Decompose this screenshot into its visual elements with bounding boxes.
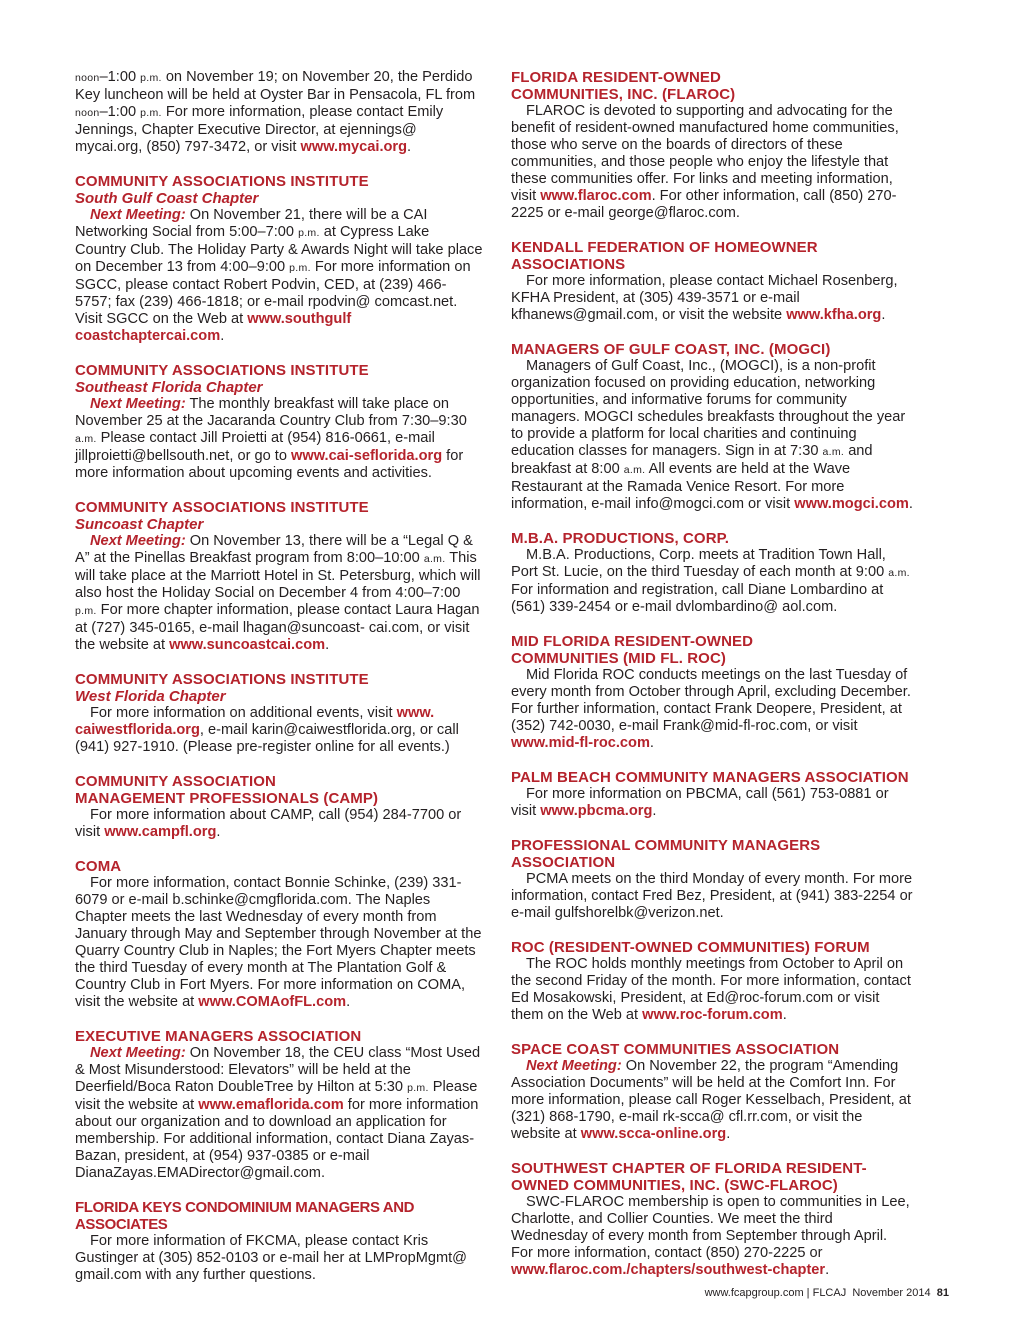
entry-heading: FLORIDA RESIDENT-OWNED xyxy=(511,69,721,86)
link-comaoffl[interactable]: www.COMAofFL.com xyxy=(198,994,347,1010)
entry-body: For more information of FKCMA, please contact Kris Gustinger at (305) 852-0103 or e-mail her at LMPropMgmt@ gmail.com with any further questions. xyxy=(75,1233,467,1283)
entry-body: Next Meeting: On November 18, the CEU class “Most Used & Most Misunderstood: Elevators” will be held at the Deerfield/Boca Raton DoubleTree by Hilton at 5:30 p.m. Please visit the website at www.emaflorida.com for more information about our organization and to download an application for membership. For additional information, contact Diana Zayas-Bazan, president, at (954) 937-0385 or e-mail DianaZayas.EMADirector@gmail.com. xyxy=(75,1045,481,1181)
entry-cai-suncoast xyxy=(75,499,483,654)
entry-body: Managers of Gulf Coast, Inc., (MOGCI), is a non-profit organization focused on providing education, networking opportunities, and informative forums for community managers. MOGCI schedules breakfasts throughout the year to provide a platform for local charities and continuing education classes for managers. Sign in at 7:30 a.m. and breakfast at 8:00 a.m. All events are held at the Wave Restaurant at the Ramada Venice Resort. For more information, e-mail info@mogci.com or visit www.mogci.com. xyxy=(511,358,913,512)
entry-heading: MANAGERS OF GULF COAST, INC. (MOGCI) xyxy=(511,341,831,358)
entry-body: Mid Florida ROC conducts meetings on the last Tuesday of every month from October through April, excluding December. For further information, contact Frank Deopere, President, at (352) 742-0030, e-mail Frank@mid-fl-roc.com, or visit www.mid-fl-roc.com. xyxy=(511,667,911,751)
entry-heading: PROFESSIONAL COMMUNITY MANAGERS ASSOCIATION xyxy=(511,837,821,871)
entry-flaroc xyxy=(511,69,913,222)
entry-swc-flaroc xyxy=(511,1160,913,1279)
entry-heading-line2: MANAGEMENT PROFESSIONALS (CAMP) xyxy=(75,790,379,807)
entry-heading: FLORIDA KEYS CONDOMINIUM MANAGERS AND ASSOCIATES xyxy=(75,1199,415,1233)
entry-heading-line2: COMMUNITIES, INC. (FLAROC) xyxy=(511,86,736,103)
page-footer: www.fcapgroup.com | FLCAJ November 2014 81 xyxy=(704,1287,949,1299)
footer-date: November 2014 xyxy=(852,1287,931,1299)
link-scca-online[interactable]: www.scca-online.org xyxy=(580,1126,727,1142)
link-mid-fl-roc[interactable]: www.mid-fl-roc.com xyxy=(511,735,650,751)
link-campfl[interactable]: www.campfl.org xyxy=(104,824,217,840)
entry-cai-southeast-florida xyxy=(75,362,483,482)
entry-heading: COMMUNITY ASSOCIATIONS INSTITUTE xyxy=(75,671,369,688)
footer-site: www.fcapgroup.com xyxy=(704,1287,804,1299)
entry-body: FLAROC is devoted to supporting and advocating for the benefit of resident-owned manufactured home communities, those who serve on the boards of directors of these communities, and those people who enjoy the lifestyle that these communities offer. For links and meeting information, visit www.flaroc.com. For other information, call (850) 270-2225 or e-mail george@flaroc.com. xyxy=(511,103,899,221)
link-swc-flaroc[interactable]: www.flaroc.com./chapters/southwest-chapter xyxy=(511,1262,826,1278)
link-southgulf[interactable]: www.southgulf coastchaptercai.com xyxy=(75,311,352,344)
entry-body: For more information on additional events, visit www. caiwestflorida.org, e-mail karin@caiwestflorida.org, or call (941) 927-1910. (Please pre-register online for all events.) xyxy=(75,705,459,755)
entry-body: For more information, contact Bonnie Schinke, (239) 331-6079 or e-mail b.schinke@cmgflorida.com. The Naples Chapter meets the last Wednesday of every month from January through May and September through November at the Quarry Country Club in Naples; the Fort Myers Chapter meets the third Tuesday of every month at The Plantation Golf & Country Club in Fort Myers. For more information on COMA, visit the website at www.COMAofFL.com. xyxy=(75,875,482,1010)
entry-body: The ROC holds monthly meetings from October to April on the second Friday of the month. For more information, contact Ed Mosakowski, President, at Ed@roc-forum.com or visit them on the Web at www.roc-forum.com. xyxy=(511,956,911,1023)
entry-heading: SPACE COAST COMMUNITIES ASSOCIATION xyxy=(511,1041,840,1058)
entry-ema xyxy=(75,1028,483,1182)
entry-body: Next Meeting: The monthly breakfast will take place on November 25 at the Jacaranda Country Club from 7:30–9:30 a.m. Please contact Jill Proietti at (954) 816-0661, e-mail jillproietti@bellsouth.net, or go to www.cai-seflorida.org for more information about upcoming events and activities. xyxy=(75,396,467,481)
link-cai-seflorida[interactable]: www.cai-seflorida.org xyxy=(291,448,443,464)
entry-heading: ROC (RESIDENT-OWNED COMMUNITIES) FORUM xyxy=(511,939,870,956)
link-flaroc[interactable]: www.flaroc.com xyxy=(540,188,652,204)
entry-mid-fl-roc xyxy=(511,633,913,752)
entry-scca xyxy=(511,1041,913,1143)
entry-mba xyxy=(511,530,913,616)
link-mogci[interactable]: www.mogci.com xyxy=(794,496,909,512)
entry-body: Next Meeting: On November 21, there will be a CAI Networking Social from 5:00–7:00 p.m. at Cypress Lake Country Club. The Holiday Party & Awards Night will take place on December 13 from 4:00–9:00 p.m. For more information on SGCC, please contact Robert Podvin, CED, at (239) 466-5757; fax (239) 466-1818; or e-mail rpodvin@ comcast.net. Visit SGCC on the Web at www.southgulf coastchaptercai.com. xyxy=(75,207,483,344)
entry-heading: EXECUTIVE MANAGERS ASSOCIATION xyxy=(75,1028,362,1045)
entry-camp xyxy=(75,773,483,841)
entry-heading: COMA xyxy=(75,858,122,875)
chapter-name: Suncoast Chapter xyxy=(75,516,204,533)
entry-cai-south-gulf-coast xyxy=(75,173,483,345)
entry-pbcma xyxy=(511,769,913,820)
entry-coma xyxy=(75,858,483,1011)
entry-kfha xyxy=(511,239,913,324)
entry-body: Next Meeting: On November 22, the program “Amending Association Documents” will be held at the Comfort Inn. For more information, please call Roger Kesselbach, President, at (321) 868-1790, e-mail rk-scca@ cfl.rr.com, or visit the website at www.scca-online.org. xyxy=(511,1058,911,1142)
link-emaflorida[interactable]: www.emaflorida.com xyxy=(198,1097,344,1113)
link-roc-forum[interactable]: www.roc-forum.com xyxy=(642,1007,783,1023)
entry-heading: MID FLORIDA RESIDENT-OWNED xyxy=(511,633,754,650)
entry-body: SWC-FLAROC membership is open to communities in Lee, Charlotte, and Collier Counties. We meet the third Wednesday of every month from September through April. For more information, contact (850) 270-2225 or www.flaroc.com./chapters/southwest-chapter. xyxy=(511,1194,910,1278)
entry-heading: KENDALL FEDERATION OF HOMEOWNER ASSOCIATIONS xyxy=(511,239,818,273)
entry-mogci xyxy=(511,341,913,513)
entry-heading: M.B.A. PRODUCTIONS, CORP. xyxy=(511,530,730,547)
link-caiwestflorida[interactable]: www. caiwestflorida.org xyxy=(75,705,435,738)
link-kfha[interactable]: www.kfha.org xyxy=(786,307,882,323)
page-number: 81 xyxy=(936,1287,949,1299)
entry-body: For more information on PBCMA, call (561) 753-0881 or visit www.pbcma.org. xyxy=(511,786,889,819)
link-mycai[interactable]: www.mycai.org xyxy=(300,139,408,155)
entry-pcma xyxy=(511,837,913,922)
entry-body: For more information about CAMP, call (954) 284-7700 or visit www.campfl.org. xyxy=(75,807,462,840)
entry-body: M.B.A. Productions, Corp. meets at Tradition Town Hall, Port St. Lucie, on the third Tuesday of each month at 9:00 a.m. For information and registration, call Diane Lombardino at (561) 339-2454 or e-mail dvlombardino@ aol.com. xyxy=(511,547,910,615)
entry-body: Next Meeting: On November 13, there will be a “Legal Q & A” at the Pinellas Breakfast program from 8:00–10:00 a.m. This will take place at the Marriott Hotel in St. Petersburg, which will also host the Holiday Social on December 4 from 4:00–7:00 p.m. For more chapter information, please contact Laura Hagan at (727) 345-0165, e-mail lhagan@suncoast- cai.com, or visit the website at www.suncoastcai.com. xyxy=(75,533,481,653)
entry-heading: PALM BEACH COMMUNITY MANAGERS ASSOCIATION xyxy=(511,769,909,786)
left-column xyxy=(75,69,483,1284)
chapter-name: Southeast Florida Chapter xyxy=(75,379,263,396)
cai-nw-continuation: noon–1:00 p.m. on November 19; on November 20, the Perdido Key luncheon will be held at Oyster Bar in Pensacola, FL from noon–1:00 p.m. For more information, please contact Emily Jennings, Chapter Executive Director, at ejennings@ mycai.org, (850) 797-3472, or visit www.mycai.org. xyxy=(75,69,476,155)
entry-heading: SOUTHWEST CHAPTER OF FLORIDA RESIDENT- xyxy=(511,1160,867,1177)
entry-fkcma xyxy=(75,1199,483,1284)
entry-heading: COMMUNITY ASSOCIATIONS INSTITUTE xyxy=(75,362,369,379)
entry-heading: COMMUNITY ASSOCIATIONS INSTITUTE xyxy=(75,499,369,516)
chapter-name: South Gulf Coast Chapter xyxy=(75,190,259,207)
entry-heading-line2: OWNED COMMUNITIES, INC. (SWC-FLAROC) xyxy=(511,1177,838,1194)
entry-roc-forum xyxy=(511,939,913,1024)
entry-heading-line2: COMMUNITIES (MID FL. ROC) xyxy=(511,650,726,667)
footer-publication: FLCAJ xyxy=(812,1287,847,1299)
entry-cai-west-florida xyxy=(75,671,483,756)
entry-heading: COMMUNITY ASSOCIATION xyxy=(75,773,276,790)
entry-heading: COMMUNITY ASSOCIATIONS INSTITUTE xyxy=(75,173,369,190)
entry-body: For more information, please contact Michael Rosenberg, KFHA President, at (305) 439-3571 or e-mail kfhanews@gmail.com, or visit the website www.kfha.org. xyxy=(511,273,898,323)
link-suncoastcai[interactable]: www.suncoastcai.com xyxy=(169,637,326,653)
entry-body: PCMA meets on the third Monday of every month. For more information, contact Fred Bez, President, at (941) 383-2254 or e-mail gulfshorelbk@verizon.net. xyxy=(511,871,913,921)
link-pbcma[interactable]: www.pbcma.org xyxy=(540,803,653,819)
chapter-name: West Florida Chapter xyxy=(75,688,226,705)
right-column xyxy=(511,69,913,1279)
